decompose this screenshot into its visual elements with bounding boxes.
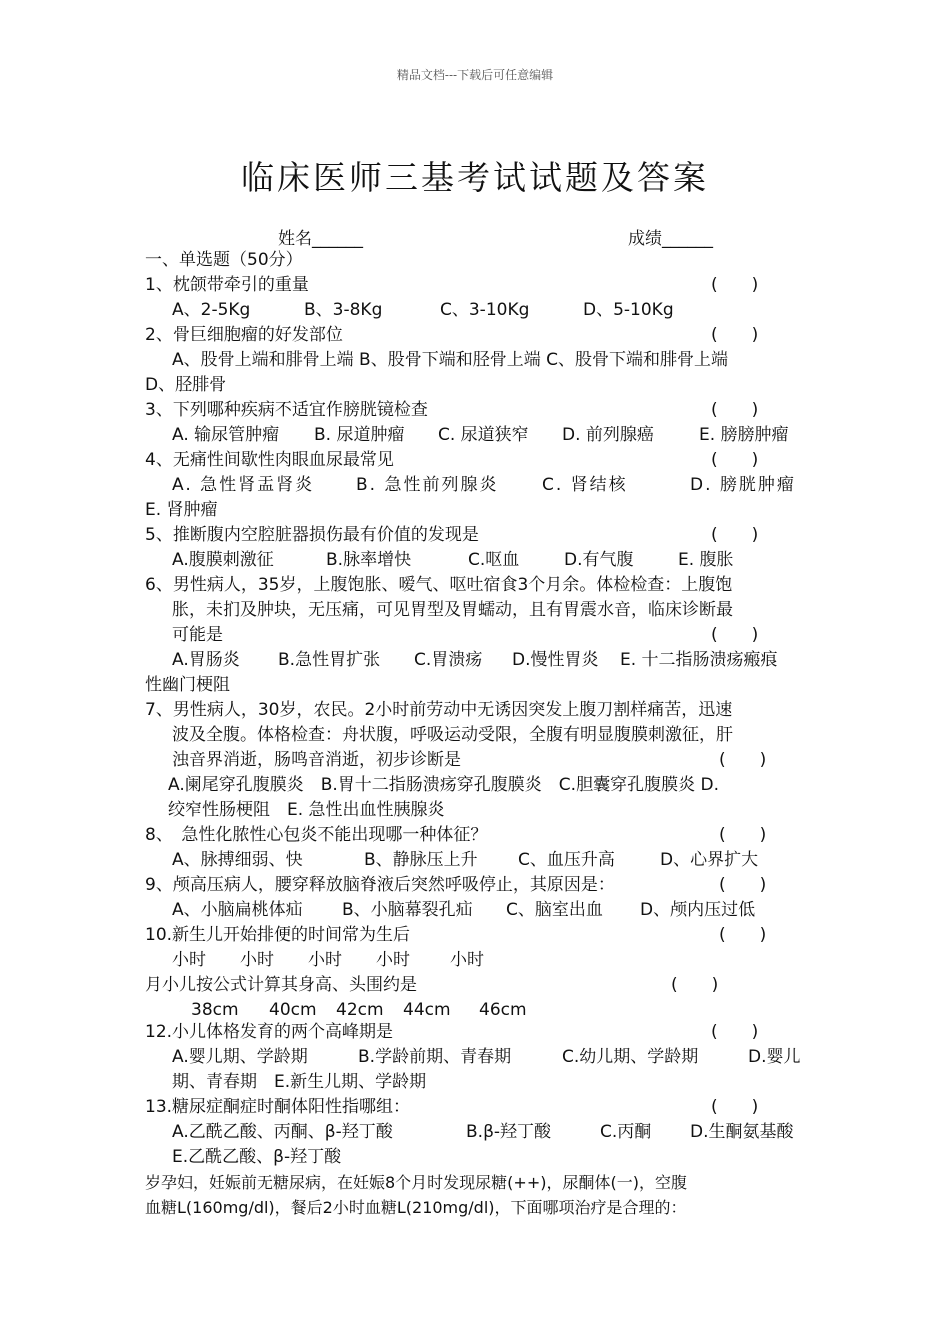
question-stem: 9、颅高压病人，腰穿释放脑脊液后突然呼吸停止，其原因是： [145, 875, 615, 895]
question-7-options: A.阑尾穿孔腹膜炎 B.胃十二指肠溃疡穿孔腹膜炎 C.胆囊穿孔腹膜炎 D. [168, 775, 719, 795]
option-a: 38cm [191, 1000, 239, 1020]
question-stem: 5、推断腹内空腔脏器损伤最有价值的发现是 [145, 525, 479, 545]
option-e: 小时 [450, 950, 484, 970]
option-b: B.学龄前期、青春期 [358, 1047, 512, 1067]
option-c: C.丙酮 [600, 1122, 652, 1142]
section-heading: 一、单选题（50分） [145, 250, 303, 270]
answer-paren: ( ) [719, 825, 767, 845]
question-9 [145, 873, 810, 898]
question-13-options [172, 1120, 810, 1145]
option-d: D.婴儿 [748, 1047, 801, 1067]
question-2-options-cont: D、胫腓骨 [145, 375, 227, 395]
question-2-options: A、股骨上端和腓骨上端 B、股骨下端和胫骨上端 C、股骨下端和腓骨上端 [172, 350, 728, 370]
option-c: C. 肾结核 [542, 475, 628, 495]
option-a: A.乙酰乙酸、丙酮、β-羟丁酸 [172, 1122, 393, 1142]
question-stem: 13.糖尿症酮症时酮体阳性指哪组： [145, 1097, 411, 1117]
option-a: A、脉搏细弱、快 [172, 850, 303, 870]
option-d: D.有气腹 [564, 550, 634, 570]
option-a: A. 输尿管肿瘤 [172, 425, 280, 445]
question-stem: 2、骨巨细胞瘤的好发部位 [145, 325, 343, 345]
question-8-options [172, 848, 810, 873]
question-stem: 月小儿按公式计算其身高、头围约是 [145, 975, 417, 995]
answer-paren: ( ) [719, 925, 767, 945]
option-c: C、3-10Kg [440, 300, 530, 320]
option-b: B、小脑幕裂孔疝 [342, 900, 473, 920]
question-14-cont: 血糖L(160mg/dl)，餐后2小时血糖L(210mg/dl)，下面哪项治疗是合理的： [145, 1198, 687, 1217]
question-6: 6、男性病人，35岁，上腹饱胀、嗳气、呕吐宿食3个月余。体检检查：上腹饱 [145, 575, 733, 595]
question-stem: 1、枕颌带牵引的重量 [145, 275, 309, 295]
option-d: D.慢性胃炎 [512, 650, 599, 670]
answer-paren: ( ) [711, 625, 759, 645]
question-3-options [172, 423, 810, 448]
option-a: A.婴儿期、学龄期 [172, 1047, 308, 1067]
question-4-options [172, 473, 810, 498]
option-c: 小时 [308, 950, 342, 970]
option-e: E. 腹胀 [678, 550, 734, 570]
option-d: D、5-10Kg [583, 300, 674, 320]
question-14: 岁孕妇，妊娠前无糖尿病，在妊娠8个月时发现尿糖(++)，尿酮体(一)，空腹 [145, 1173, 687, 1192]
option-a: A. 急性肾盂肾炎 [172, 475, 315, 495]
answer-paren: ( ) [711, 1097, 759, 1117]
question-stem: 8、 急性化脓性心包炎不能出现哪一种体征？ [145, 825, 488, 845]
answer-paren: ( ) [711, 450, 759, 470]
question-10-options [172, 948, 810, 973]
question-13-options-cont: E.乙酰乙酸、β-羟丁酸 [172, 1147, 342, 1167]
option-e: E. 十二指肠溃疡瘢痕 [620, 650, 778, 670]
answer-paren: ( ) [711, 325, 759, 345]
question-1-options [172, 298, 810, 323]
option-a: A、小脑扁桃体疝 [172, 900, 303, 920]
option-b: B.脉率增快 [326, 550, 412, 570]
option-c: 42cm [336, 1000, 384, 1020]
option-a: A.胃肠炎 [172, 650, 240, 670]
question-7: 7、男性病人，30岁，农民。2小时前劳动中无诱因突发上腹刀割样痛苦，迅速 [145, 700, 733, 720]
option-d: D. 膀胱肿瘤 [690, 475, 796, 495]
header-note: 精品文档---下载后可任意编辑 [396, 68, 554, 82]
option-c: C、血压升高 [518, 850, 615, 870]
score-field[interactable]: 成绩______ [628, 229, 713, 249]
question-9-options [172, 898, 810, 923]
question-6-cont: 可能是 [172, 625, 223, 645]
option-d: 44cm [403, 1000, 451, 1020]
option-b: B.急性胃扩张 [278, 650, 381, 670]
question-6-options [172, 648, 810, 673]
question-6-cont: 胀，未扪及肿块，无压痛，可见胃型及胃蠕动，且有胃震水音，临床诊断最 [172, 600, 733, 620]
question-7-cont: 波及全腹。体格检查：舟状腹，呼吸运动受限，全腹有明显腹膜刺激征，肝 [172, 725, 733, 745]
option-b: B、静脉压上升 [364, 850, 478, 870]
option-c: C.胃溃疡 [414, 650, 483, 670]
option-d: 小时 [376, 950, 410, 970]
question-stem: 10.新生儿开始排便的时间常为生后 [145, 925, 411, 945]
option-b: B. 尿道肿瘤 [314, 425, 405, 445]
question-7-options-cont: 绞窄性肠梗阻 E. 急性出血性胰腺炎 [168, 800, 445, 820]
option-b: B. 急性前列腺炎 [356, 475, 499, 495]
answer-paren: ( ) [719, 875, 767, 895]
answer-paren: ( ) [719, 750, 767, 770]
option-a: 小时 [172, 950, 206, 970]
option-b: 小时 [240, 950, 274, 970]
question-stem: 4、无痛性间歇性肉眼血尿最常见 [145, 450, 394, 470]
answer-paren: ( ) [711, 1022, 759, 1042]
option-e: E. 膀膀肿瘤 [699, 425, 789, 445]
option-b: 40cm [269, 1000, 317, 1020]
option-c: C.呕血 [468, 550, 520, 570]
question-stem: 12.小儿体格发育的两个高峰期是 [145, 1022, 394, 1042]
name-field[interactable]: 姓名______ [278, 229, 363, 249]
page-title: 临床医师三基考试试题及答案 [241, 158, 709, 197]
question-12-options [172, 1045, 810, 1070]
question-10 [145, 923, 810, 948]
option-b: B.β-羟丁酸 [466, 1122, 552, 1142]
answer-paren: ( ) [711, 275, 759, 295]
option-c: C.幼儿期、学龄期 [562, 1047, 699, 1067]
question-12-options-cont: 期、青春期 E.新生儿期、学龄期 [172, 1072, 427, 1092]
option-a: A.腹膜刺激征 [172, 550, 274, 570]
option-b: B、3-8Kg [304, 300, 383, 320]
option-d: D、心界扩大 [660, 850, 759, 870]
question-8 [145, 823, 810, 848]
question-5-options [172, 548, 810, 573]
question-6-options-cont: 性幽门梗阻 [145, 675, 230, 695]
option-e: 46cm [479, 1000, 527, 1020]
answer-paren: ( ) [711, 525, 759, 545]
question-stem: 3、下列哪种疾病不适宜作膀胱镜检查 [145, 400, 428, 420]
option-d: D.生酮氨基酸 [690, 1122, 794, 1142]
answer-paren: ( ) [711, 400, 759, 420]
option-c: C. 尿道狭窄 [438, 425, 529, 445]
question-4-options-cont: E. 肾肿瘤 [145, 500, 218, 520]
option-c: C、脑室出血 [506, 900, 603, 920]
answer-paren: ( ) [671, 975, 719, 995]
option-a: A、2-5Kg [172, 300, 251, 320]
option-d: D. 前列腺癌 [562, 425, 654, 445]
option-d: D、颅内压过低 [640, 900, 756, 920]
question-7-cont: 浊音界消逝，肠鸣音消逝，初步诊断是 [172, 750, 461, 770]
